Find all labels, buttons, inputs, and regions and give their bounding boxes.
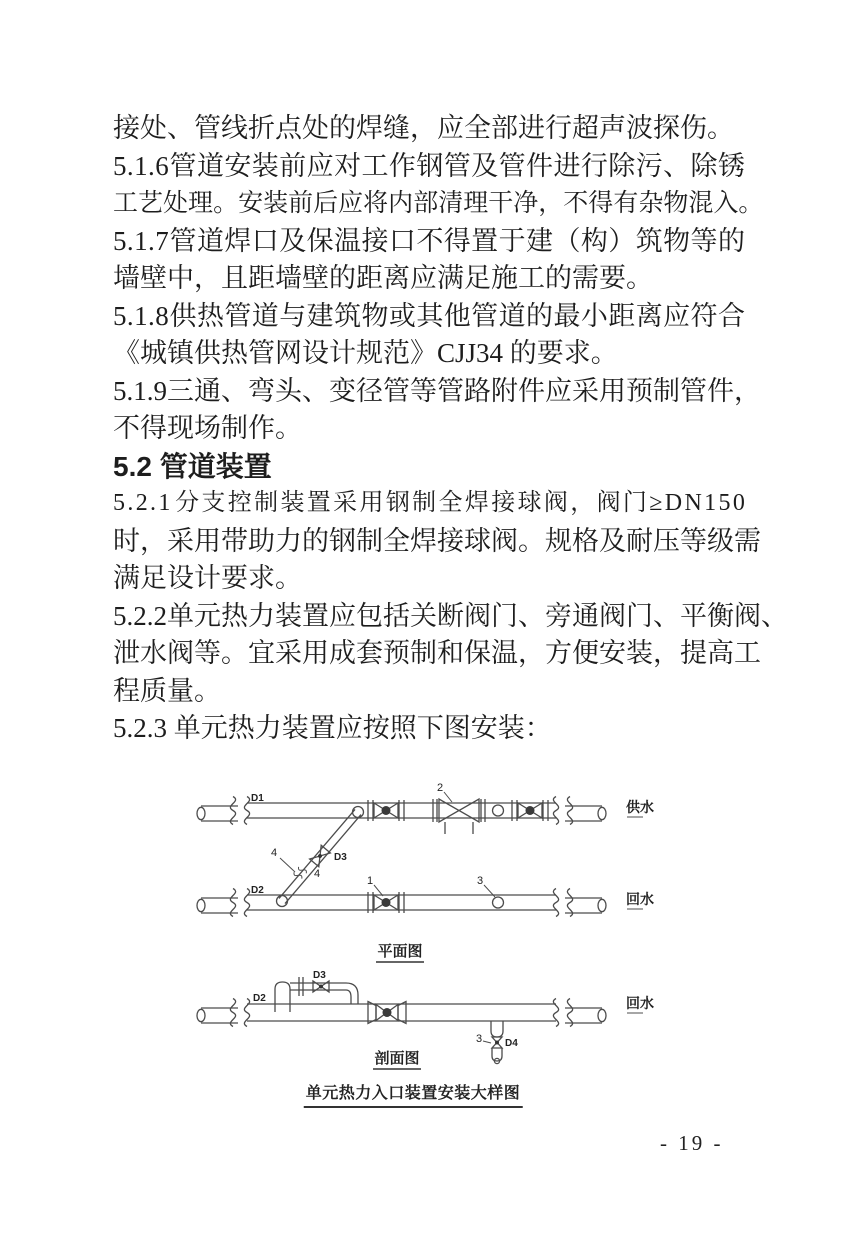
- instrument-port: [493, 805, 504, 816]
- body-line: 墙壁中，且距墙壁的距离应满足施工的需要。: [113, 263, 653, 293]
- leader-line: [444, 792, 452, 802]
- callout-1: 1: [367, 875, 374, 887]
- pipe-break: [553, 999, 606, 1027]
- shutoff-valve: [368, 1002, 406, 1024]
- plan-view-caption: 平面图: [377, 943, 423, 960]
- body-line: 5.2.3 单元热力装置应按照下图安装：: [113, 713, 552, 743]
- pipe-installation-diagram: [0, 780, 857, 1080]
- leader-line: [280, 858, 295, 872]
- instrument-port-3: [493, 897, 504, 908]
- leader-line: [483, 1041, 491, 1043]
- return-water-label: 回水: [626, 995, 654, 1011]
- elbow-joint: [277, 896, 288, 907]
- body-line: 5 . 1 . 7 管 道 焊 口 及 保 温 接 口 不 得 置 于 建 （ 构 ） 筑 物 等 的: [113, 225, 745, 256]
- pipe-break: [197, 999, 250, 1027]
- control-valve-2: [433, 799, 485, 834]
- return-water-label: 回水: [626, 891, 654, 907]
- drain-fitting: [491, 1021, 503, 1037]
- body-line: 不得现场制作。: [113, 413, 302, 443]
- valve-label-d3: D3: [313, 970, 326, 981]
- pipe-label-d2: D2: [251, 885, 264, 896]
- callout-3: 3: [477, 875, 484, 887]
- body-line: 时 ， 采 用 带 助 力 的 钢 制 全 焊 接 球 阀 。 规 格 及 耐 压 等 级 需: [113, 525, 761, 556]
- body-line: 满足设计要求。: [113, 563, 302, 593]
- callout-4: 4: [314, 868, 321, 880]
- plan-view: [197, 782, 654, 962]
- supply-water-label: 供水: [626, 799, 654, 815]
- pipe-break: [197, 797, 250, 825]
- body-line: 5 . 2 . 2 单 元 热 力 装 置 应 包 括 关 断 阀 门 、 旁 通 阀 门 、 平 衡 阀 、: [113, 600, 788, 631]
- page-number: - 19 -: [660, 1131, 724, 1155]
- section-heading: 5.2 管道装置: [113, 450, 272, 482]
- body-line: 接处、管线折点处的焊缝，应全部进行超声波探伤。: [113, 113, 734, 143]
- riser-fitting: [275, 982, 290, 1012]
- pipe-label-d2: D2: [253, 993, 266, 1004]
- body-line: 工 艺 处 理 。 安 装 前 后 应 将 内 部 清 理 干 净 ， 不 得 有 杂 物 混 入 。: [113, 190, 764, 217]
- elbow-joint: [353, 807, 364, 818]
- pipe-break: [197, 889, 250, 917]
- drain-spout: [492, 1048, 502, 1061]
- body-line: 《城镇供热管网设计规范》CJJ34 的要求。: [113, 338, 618, 368]
- valve-label-d4: D4: [505, 1038, 518, 1049]
- body-text: [113, 104, 788, 748]
- body-line: 5 . 1 . 6 管 道 安 装 前 应 对 工 作 钢 管 及 管 件 进 行 除 污 、 除 锈: [113, 150, 745, 181]
- pipe-label-d1: D1: [251, 793, 264, 804]
- drain-assembly: [491, 1021, 503, 1064]
- body-line: 泄 水 阀 等 。 宜 采 用 成 套 预 制 和 保 温 ， 方 便 安 装 ， 提 高 工: [113, 638, 761, 668]
- body-line: 5 . 1 . 9 三 通 、 弯 头 、 变 径 管 等 管 路 附 件 应 采 用 预 制 管 件 ，: [113, 375, 761, 406]
- section-view-caption: 剖面图: [374, 1050, 420, 1067]
- pipe-break: [553, 889, 606, 917]
- callout-4: 4: [271, 847, 278, 859]
- bypass-pipe: [277, 807, 364, 907]
- section-view: [197, 970, 654, 1069]
- callout-2: 2: [437, 782, 444, 794]
- body-line: 程质量。: [113, 675, 221, 706]
- figure-caption: 单元热力入口装置安装大样图: [304, 1080, 523, 1108]
- body-line: 5 . 1 . 8 供 热 管 道 与 建 筑 物 或 其 他 管 道 的 最 小 距 离 应 符 合: [113, 300, 745, 331]
- body-line: 5 . 2 . 1 分 支 控 制 装 置 采 用 钢 制 全 焊 接 球 阀 ， 阀 门 ≥ D N 1 5 0: [113, 490, 745, 516]
- drain-valve-d4: [492, 1037, 502, 1048]
- valve-label-d3: D3: [334, 852, 347, 863]
- pipe-break: [553, 797, 606, 825]
- callout-3: 3: [476, 1033, 483, 1045]
- bypass-loop: [275, 977, 358, 1012]
